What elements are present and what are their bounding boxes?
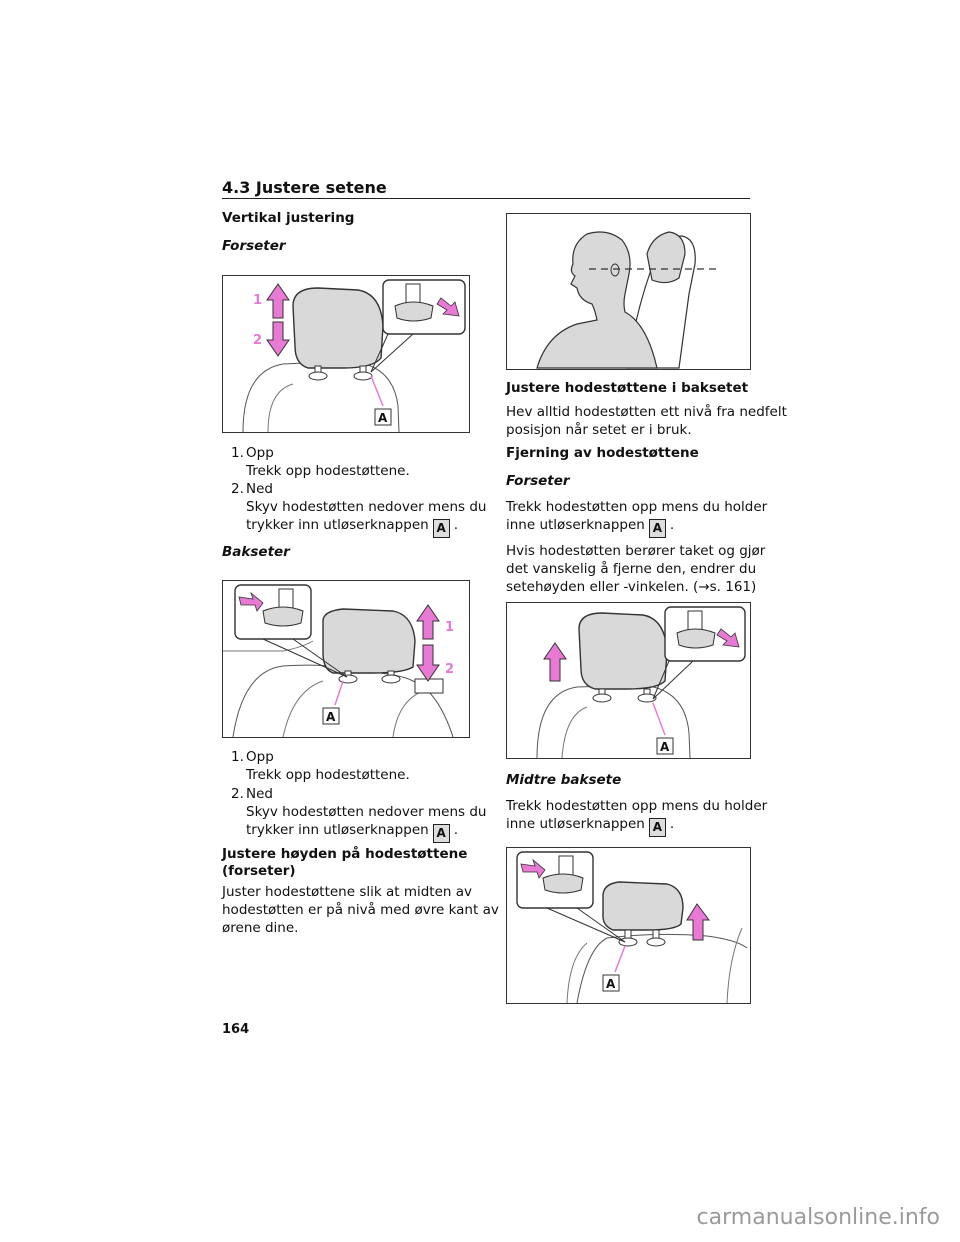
fig4-label-a: A xyxy=(660,740,670,754)
fig2-label-2: 2 xyxy=(445,662,455,677)
contact-text-1: Hvis hodestøtten berører taket og gjør xyxy=(506,543,766,559)
release-button-badge-3: A xyxy=(649,519,666,538)
removal-front-text-2: inne utløserknappen A . xyxy=(506,516,674,538)
list1-item2-desc-2: trykker inn utløserknappen A . xyxy=(246,516,458,538)
release-button-badge-2: A xyxy=(433,824,450,843)
removal-heading: Fjerning av hodestøttene xyxy=(506,445,699,461)
release-button-badge-4: A xyxy=(649,818,666,837)
middle-seat-label: Midtre baksete xyxy=(506,772,622,788)
height-text-2: hodestøtten er på nivå med øvre kant av xyxy=(222,902,499,918)
height-text-3: ørene dine. xyxy=(222,920,299,936)
list2-item2-desc-1: Skyv hodestøtten nedover mens du xyxy=(246,804,487,820)
fig2-label-a: A xyxy=(326,710,336,724)
list2-item2-desc-2: trykker inn utløserknappen A . xyxy=(246,821,458,843)
vertical-heading: Vertikal justering xyxy=(222,210,355,226)
list1-item1-num: 1. xyxy=(231,445,244,461)
list2-item2-num: 2. xyxy=(231,786,244,802)
fig5-label-a: A xyxy=(606,977,616,991)
figure-front-seat xyxy=(222,275,470,433)
list1-item1-desc: Trekk opp hodestøttene. xyxy=(246,463,410,479)
removal-front-text-1: Trekk hodestøtten opp mens du holder xyxy=(506,499,768,515)
list1-item1-title: Opp xyxy=(246,445,274,461)
contact-text-3: setehøyden eller -vinkelen. (→s. 161) xyxy=(506,579,757,595)
figure-middle-rear xyxy=(506,847,751,1004)
list2-item1-title: Opp xyxy=(246,749,274,765)
fig1-label-1: 1 xyxy=(253,293,263,308)
figure-head-position xyxy=(506,213,751,370)
middle-text-1: Trekk hodestøtten opp mens du holder xyxy=(506,798,768,814)
list2-item1-desc: Trekk opp hodestøttene. xyxy=(246,767,410,783)
rear-adjust-text-1: Hev alltid hodestøtten ett nivå fra nedfelt xyxy=(506,404,787,420)
fig2-label-1: 1 xyxy=(445,620,455,635)
list1-item2-desc-1: Skyv hodestøtten nedover mens du xyxy=(246,499,487,515)
height-heading-1: Justere høyden på hodestøttene xyxy=(222,846,468,862)
fig1-label-2: 2 xyxy=(253,333,263,348)
contact-text-2: det vanskelig å fjerne den, endrer du xyxy=(506,561,757,577)
fig1-label-a: A xyxy=(378,411,388,425)
rear-adjust-heading: Justere hodestøttene i baksetet xyxy=(506,380,749,396)
removal-front-label: Forseter xyxy=(506,473,570,489)
figure-rear-seat xyxy=(222,580,470,738)
watermark: carmanualsonline.info xyxy=(696,1205,940,1230)
figure-front-removal xyxy=(506,602,751,759)
section-title: 4.3 Justere setene xyxy=(222,178,387,197)
list1-item2-title: Ned xyxy=(246,481,273,497)
list2-item2-title: Ned xyxy=(246,786,273,802)
height-text-1: Juster hodestøttene slik at midten av xyxy=(222,884,473,900)
list2-item1-num: 1. xyxy=(231,749,244,765)
front-seat-label: Forseter xyxy=(222,238,286,254)
release-button-badge: A xyxy=(433,519,450,538)
rear-adjust-text-2: posisjon når setet er i bruk. xyxy=(506,422,692,438)
rear-seat-label: Bakseter xyxy=(222,544,290,560)
middle-text-2: inne utløserknappen A . xyxy=(506,815,674,837)
list1-item2-num: 2. xyxy=(231,481,244,497)
height-heading-2: (forseter) xyxy=(222,863,296,879)
page-number: 164 xyxy=(222,1022,250,1037)
header-divider xyxy=(222,198,750,199)
